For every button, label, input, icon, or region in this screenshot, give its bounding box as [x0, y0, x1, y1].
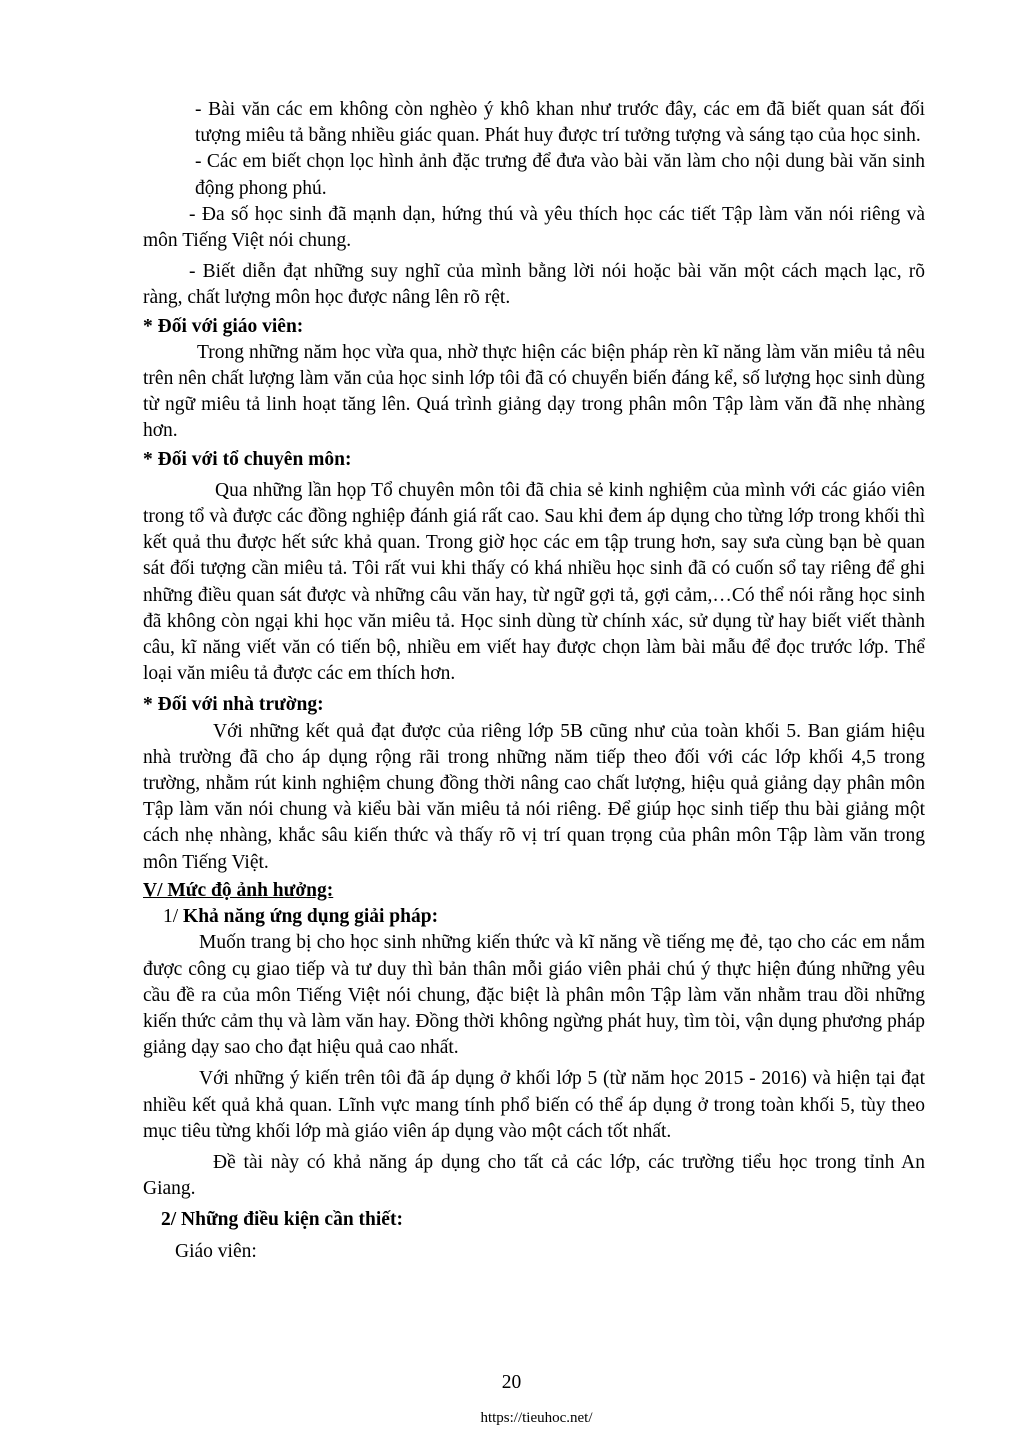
page-number: 20 — [501, 1372, 522, 1393]
subsection-1-title: Khả năng ứng dụng giải pháp: — [183, 906, 439, 928]
subsection-1-number: 1/ — [163, 906, 179, 928]
paragraph-apply-1: Muốn trang bị cho học sinh những kiến thức và kĩ năng về tiếng mẹ đẻ, tạo cho các em nắm được công cụ giao tiếp và tư duy thì bản thân mỗi giáo viên phải chú ý thực hiện đúng những yêu cầu đề ra của môn Tiếng Việt nói chung, đặc biệt là phân môn Tập làm văn nhằm trau dồi những kiến thức cảm thụ và làm văn hay. Đồng thời không ngừng phát huy, tìm tòi, vận dụng phương pháp giảng dạy sao cho đạt hiệu quả cao nhất. — [143, 932, 925, 1059]
bullet-paragraph-1: - Bài văn các em không còn nghèo ý khô khan như trước đây, các em đã biết quan sát đối tượng miêu tả bằng nhiều giác quan. Phát huy được trí tưởng tượng và sáng tạo của học sinh. — [195, 99, 925, 147]
heading-professional-group: * Đối với tổ chuyên môn: — [143, 448, 352, 470]
paragraph-teacher-label: Giáo viên: — [175, 1240, 257, 1262]
paragraph-apply-3: Đề tài này có khả năng áp dụng cho tất cả các lớp, các trường tiểu học trong tỉnh An Giang. — [143, 1151, 925, 1200]
heading-section-5: V/ Mức độ ảnh hưởng: — [143, 879, 334, 901]
footer-url: https://tieuhoc.net/ — [480, 1410, 593, 1426]
bullet-paragraph-2: - Các em biết chọn lọc hình ảnh đặc trưng để đưa vào bài văn làm cho nội dung bài văn sinh động phong phú. — [195, 151, 925, 199]
page-content — [143, 97, 925, 1265]
paragraph-professional-group: Qua những lần họp Tổ chuyên môn tôi đã chia sẻ kinh nghiệm của mình với các giáo viên trong tổ và được các đồng nghiệp đánh giá rất cao. Sau khi đem áp dụng cho từng lớp trong khối thì kết quả thu được hết sức khả quan. Trong giờ học các em tập trung hơn, say sưa cùng bạn bè quan sát đối tượng cần miêu tả. Tôi rất vui khi thấy có khá nhiều học sinh đã có cuốn sổ tay riêng để ghi những điều quan sát được và những câu văn hay, từ ngữ gợi tả, gợi cảm,…Có thể nói rằng học sinh đã không còn ngại khi học văn miêu tả. Học sinh dùng từ chính xác, sử dụng từ hay biết viết thành câu, kĩ năng viết văn có tiến bộ, nhiều em viết hay được chọn làm bài mẫu để đọc trước lớp. Thể loại văn miêu tả được các em thích hơn. — [143, 479, 925, 685]
bullet-paragraph-4: - Biết diễn đạt những suy nghĩ của mình bằng lời nói hoặc bài văn một cách mạch lạc, rõ ràng, chất lượng môn học được nâng lên rõ rệt. — [143, 261, 925, 309]
heading-subsection-1 — [143, 904, 925, 930]
paragraph-teacher: Trong những năm học vừa qua, nhờ thực hiện các biện pháp rèn kĩ năng làm văn miêu tả nêu trên nên chất lượng làm văn của học sinh lớp tôi đã có chuyển biến đáng kể, số lượng học sinh dùng từ ngữ miêu tả linh hoạt tăng lên. Quá trình giảng dạy trong phân môn Tập làm văn đã nhẹ nhàng hơn. — [143, 341, 925, 442]
paragraph-school: Với những kết quả đạt được của riêng lớp 5B cũng như của toàn khối 5. Ban giám hiệu nhà trường đã cho áp dụng rộng rãi trong những năm tiếp theo đối với các lớp khối 4,5 trong trường, nhằm rút kinh nghiệm chung đồng thời nâng cao chất lượng, hiệu quả giảng dạy phân môn Tập làm văn nói chung và kiểu bài văn miêu tả nói riêng. Để giúp học sinh tiếp thu bài giảng một cách nhẹ nhàng, khắc sâu kiến thức và thấy rõ vị trí quan trọng của phân môn Tập làm văn trong môn Tiếng Việt. — [143, 720, 925, 873]
heading-subsection-2: 2/ Những điều kiện cần thiết: — [161, 1209, 403, 1231]
paragraph-apply-2: Với những ý kiến trên tôi đã áp dụng ở khối lớp 5 (từ năm học 2015 - 2016) và hiện tại đạt nhiều kết quả khả quan. Lĩnh vực mang tính phổ biến có thể áp dụng ở trong toàn khối 5, tùy theo mục tiêu từng khối lớp mà giáo viên áp dụng vào một cách tốt nhất. — [143, 1068, 925, 1142]
heading-school: * Đối với nhà trường: — [143, 694, 324, 716]
bullet-paragraph-3: - Đa số học sinh đã mạnh dạn, hứng thú và yêu thích học các tiết Tập làm văn nói riêng và môn Tiếng Việt nói chung. — [143, 203, 925, 252]
heading-teacher: * Đối với giáo viên: — [143, 315, 304, 337]
